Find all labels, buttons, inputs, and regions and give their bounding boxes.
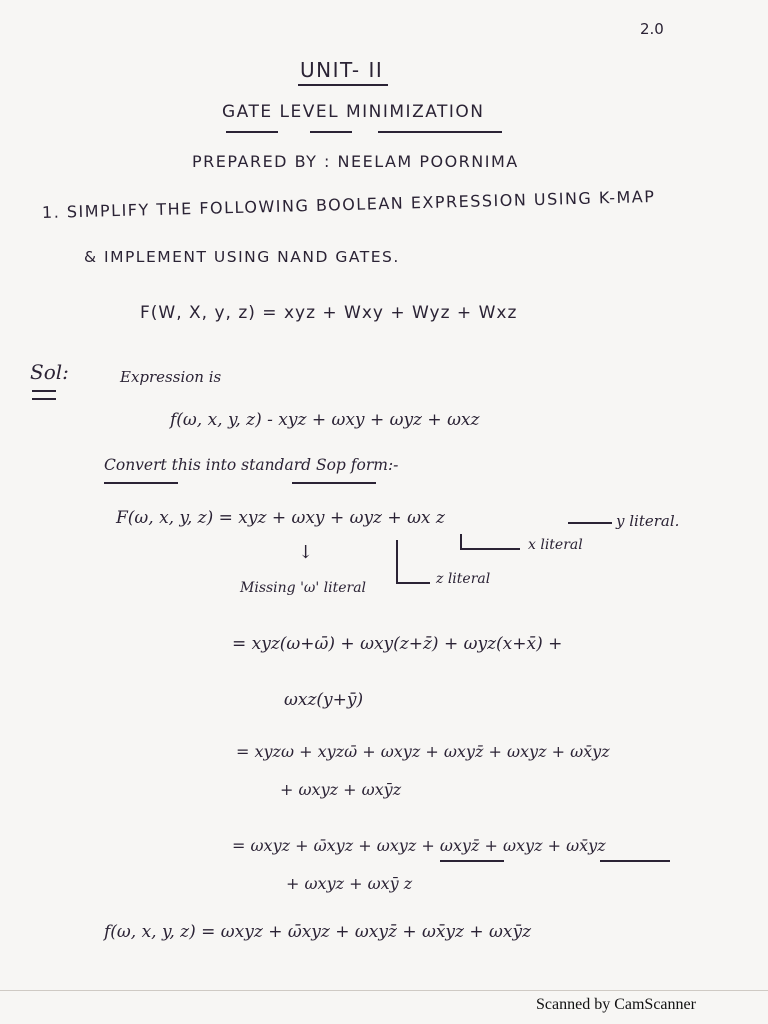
expansion-line-1a: = xyz(ω+ω̄) + ωxy(z+z̄) + ωyz(x+x̄) +: [232, 634, 563, 654]
x-literal-note: x literal: [528, 537, 583, 553]
final-function: f(ω, x, y, z) = ωxyz + ω̄xyz + ωxyz̄ + ωx̄yz + ωxȳz: [104, 922, 532, 942]
solution-label: Sol:: [30, 360, 69, 384]
duplicate-term-underline: [440, 860, 504, 862]
function-line-2: F(ω, x, y, z) = xyz + ωxy + ωyz + ωx z: [116, 508, 445, 528]
x-literal-arrow: [460, 548, 520, 550]
question-function: F(W, X, y, z) = xyz + Wxy + Wyz + Wxz: [140, 303, 518, 323]
x-literal-connector: [460, 534, 462, 549]
solution-underline: [32, 390, 56, 400]
z-literal-arrow: [396, 582, 430, 584]
expression-is-text: Expression is: [120, 368, 222, 386]
page-number: 2.0: [640, 20, 664, 38]
unit-heading: UNIT- II: [300, 58, 384, 82]
title-underline: [378, 131, 502, 133]
question-line-1: 1. SIMPLIFY THE FOLLOWING BOOLEAN EXPRESSION USING K-MAP: [41, 186, 656, 222]
scanner-watermark: Scanned by CamScanner: [536, 996, 696, 1013]
expansion-line-2b: + ωxyz + ωxȳz: [280, 780, 402, 799]
question-line-2: & IMPLEMENT USING NAND GATES.: [84, 248, 400, 266]
expansion-line-3b: + ωxyz + ωxȳ z: [286, 874, 413, 893]
y-literal-arrow: [568, 522, 612, 524]
function-line-1: f(ω, x, y, z) - xyz + ωxy + ωyz + ωxz: [170, 410, 480, 430]
page-title: GATE LEVEL MINIMIZATION: [222, 102, 485, 122]
expansion-line-2a: = xyzω + xyzω̄ + ωxyz + ωxyz̄ + ωxyz + ωx̄yz: [236, 742, 610, 761]
expansion-line-1b: ωxz(y+ȳ): [284, 690, 364, 710]
convert-instruction: Convert this into standard Sop form:-: [104, 456, 399, 474]
duplicate-term-underline: [600, 860, 670, 862]
y-literal-note: y literal.: [616, 512, 680, 530]
unit-underline: [298, 84, 388, 86]
down-arrow-icon: ↓: [298, 542, 314, 563]
expansion-line-3a: = ωxyz + ω̄xyz + ωxyz + ωxyz̄ + ωxyz + ωx̄yz: [232, 836, 606, 855]
title-underline: [226, 131, 278, 133]
z-literal-note: z literal: [436, 571, 491, 587]
convert-underline: [292, 482, 376, 484]
prepared-by: PREPARED BY : NEELAM POORNIMA: [192, 152, 519, 171]
convert-underline: [104, 482, 178, 484]
z-literal-connector: [396, 540, 398, 583]
title-underline: [310, 131, 352, 133]
missing-literal-note: Missing 'ω' literal: [240, 580, 367, 596]
page-bottom-edge: [0, 990, 768, 991]
